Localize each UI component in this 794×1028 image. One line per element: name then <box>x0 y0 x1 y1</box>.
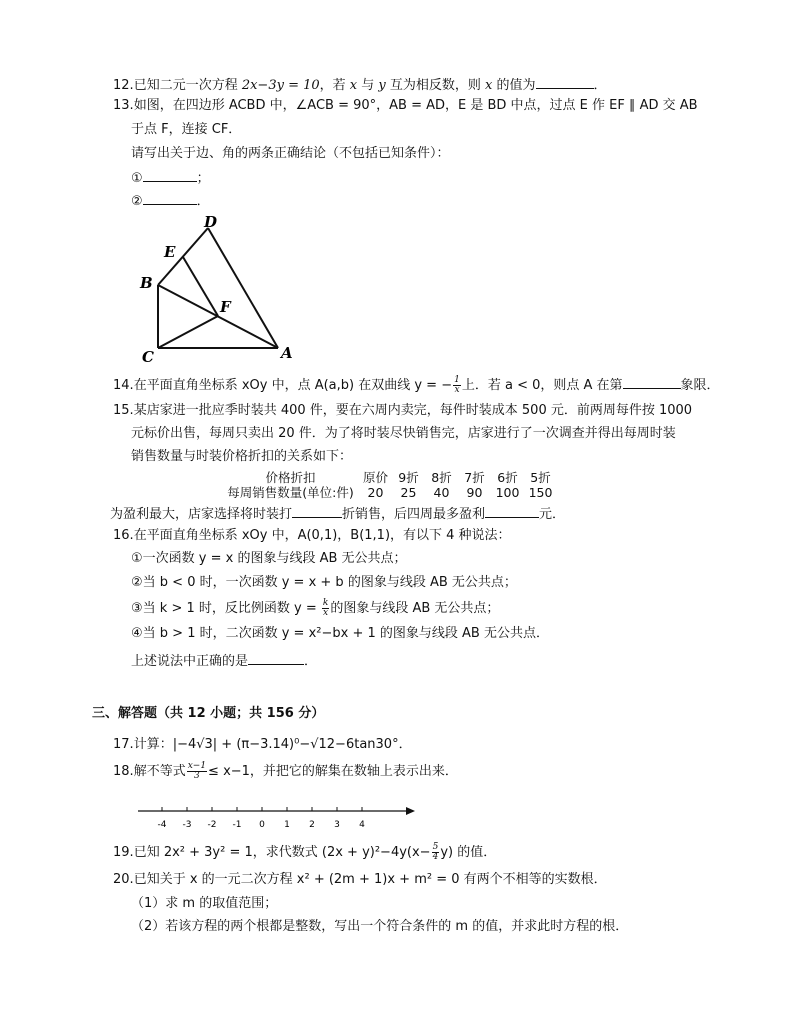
statement-4: ④当 b > 1 时，二次函数 y = x²−bx + 1 的图象与线段 AB 无公共点． <box>131 626 549 641</box>
question-14: 14.在平面直角坐标系 xOy 中，点 A(a,b) 在双曲线 y = − $\frac{1}{x}$ 上．若 a < 0，则点 A 在第 象限． <box>113 375 720 395</box>
question-number: 12. <box>113 78 134 93</box>
question-20-part2: （2）若该方程的两个根都是整数，写出一个符合条件的 m 的值，并求此时方程的根． <box>131 919 629 934</box>
statement-3: ③当 k > 1 时，反比例函数 y = $\frac{k}{x}$ 的图象与线段 AB 无公共点； <box>131 598 500 618</box>
answer-blank[interactable] <box>536 74 594 89</box>
discount-table <box>222 470 557 500</box>
question-15-line2: 元标价出售，每周只卖出 20 件．为了将时装尽快销售完，店家进行了一次调查并得出每周时装 <box>131 426 676 441</box>
question-number: 15. <box>113 403 134 418</box>
question-16-line1: 16.在平面直角坐标系 xOy 中，A(0,1)，B(1,1)，有以下 4 种说法： <box>113 528 511 543</box>
question-number: 18. <box>113 764 134 779</box>
statement-2: ②当 b < 0 时，一次函数 y = x + b 的图象与线段 AB 无公共点； <box>131 575 517 590</box>
question-15-line1: 15.某店家进一批应季时装共 400 件，要在六周内卖完，每件时装成本 500 元．前两周每件按 1000 <box>113 403 693 418</box>
table-row: 每周销售数量(单位:件) 20 25 40 90 100 150 <box>227 485 553 500</box>
tick-label: -3 <box>182 820 192 830</box>
answer-blank[interactable] <box>143 190 197 205</box>
tick-label: -2 <box>207 820 217 830</box>
label-E: E <box>164 243 176 261</box>
fraction: $\frac{k}{x}$ <box>322 598 329 618</box>
label-D: D <box>204 213 218 231</box>
answer-blank[interactable] <box>623 374 681 389</box>
section-title: 三、解答题（共 12 小题；共 156 分） <box>92 706 325 721</box>
number-line <box>130 800 430 836</box>
fraction: $\frac{1}{x}$ <box>454 375 460 395</box>
question-number: 16. <box>113 528 134 543</box>
question-18: 18.解不等式 $\frac{x-1}{3}$ ≤ x−1，并把它的解集在数轴上表示出来． <box>113 761 458 781</box>
fraction: $\frac{x-1}{3}$ <box>187 761 207 781</box>
tick-label: -1 <box>232 820 242 830</box>
answer-blank[interactable] <box>143 167 197 182</box>
question-13-line3: 请写出关于边、角的两条正确结论（不包括已知条件）： <box>131 146 450 161</box>
question-16-answer-line: 上述说法中正确的是 ． <box>131 650 317 671</box>
answer-blank[interactable] <box>248 650 304 665</box>
answer-blank[interactable] <box>292 503 342 518</box>
question-19: 19.已知 2x² + 3y² = 1，求代数式 (2x + y)²−4y(x− $\frac{5}{4}$ y) 的值． <box>113 842 497 862</box>
arrow-icon <box>406 807 415 815</box>
question-number: 17. <box>113 737 134 752</box>
tick-label: 2 <box>309 820 315 830</box>
label-A: A <box>281 344 293 362</box>
question-13-line2: 于点 F，连接 CF． <box>131 122 242 137</box>
question-15-line3: 销售数量与时装价格折扣的关系如下： <box>131 449 353 464</box>
segment-CF <box>158 316 218 348</box>
fraction: $\frac{5}{4}$ <box>432 842 439 862</box>
tick-label: 1 <box>284 820 290 830</box>
tick-label: 4 <box>359 820 365 830</box>
tick-label: -4 <box>157 820 167 830</box>
question-12: 12.已知二元一次方程 2x−3y = 10，若 x 与 y 互为相反数，则 x 的值为 ． <box>113 74 607 95</box>
table-row: 价格折扣 原价 9折 8折 7折 6折 5折 <box>265 470 551 485</box>
question-13-item1: ① ； <box>131 167 210 188</box>
question-number: 20. <box>113 872 134 887</box>
question-number: 14. <box>113 378 134 393</box>
question-13-line1: 13.如图，在四边形 ACBD 中，∠ACB = 90°，AB = AD，E 是 BD 中点，过点 E 作 EF ∥ AD 交 AB <box>113 98 698 113</box>
label-B: B <box>140 274 153 292</box>
question-15-answer-line: 为盈利最大，店家选择将时装打 折销售，后四周最多盈利 元． <box>110 503 565 524</box>
question-20-part1: （1）求 m 的取值范围； <box>131 896 278 911</box>
figure-lines <box>158 228 278 348</box>
answer-blank[interactable] <box>485 503 539 518</box>
question-17: 17.计算：|−4√3| + (π−3.14)⁰−√12−6tan30°． <box>113 737 412 752</box>
tick-label: 0 <box>259 820 265 830</box>
label-C: C <box>142 348 154 366</box>
quadrilateral-figure <box>130 212 310 367</box>
statement-1: ①一次函数 y = x 的图象与线段 AB 无公共点； <box>131 551 407 566</box>
question-20-line1: 20.已知关于 x 的一元二次方程 x² + (2m + 1)x + m² = 0 有两个不相等的实数根． <box>113 872 607 887</box>
label-F: F <box>220 298 231 316</box>
tick-label: 3 <box>334 820 340 830</box>
question-13-item2: ② ． <box>131 190 210 211</box>
question-number: 13. <box>113 98 134 113</box>
question-number: 19. <box>113 845 134 860</box>
